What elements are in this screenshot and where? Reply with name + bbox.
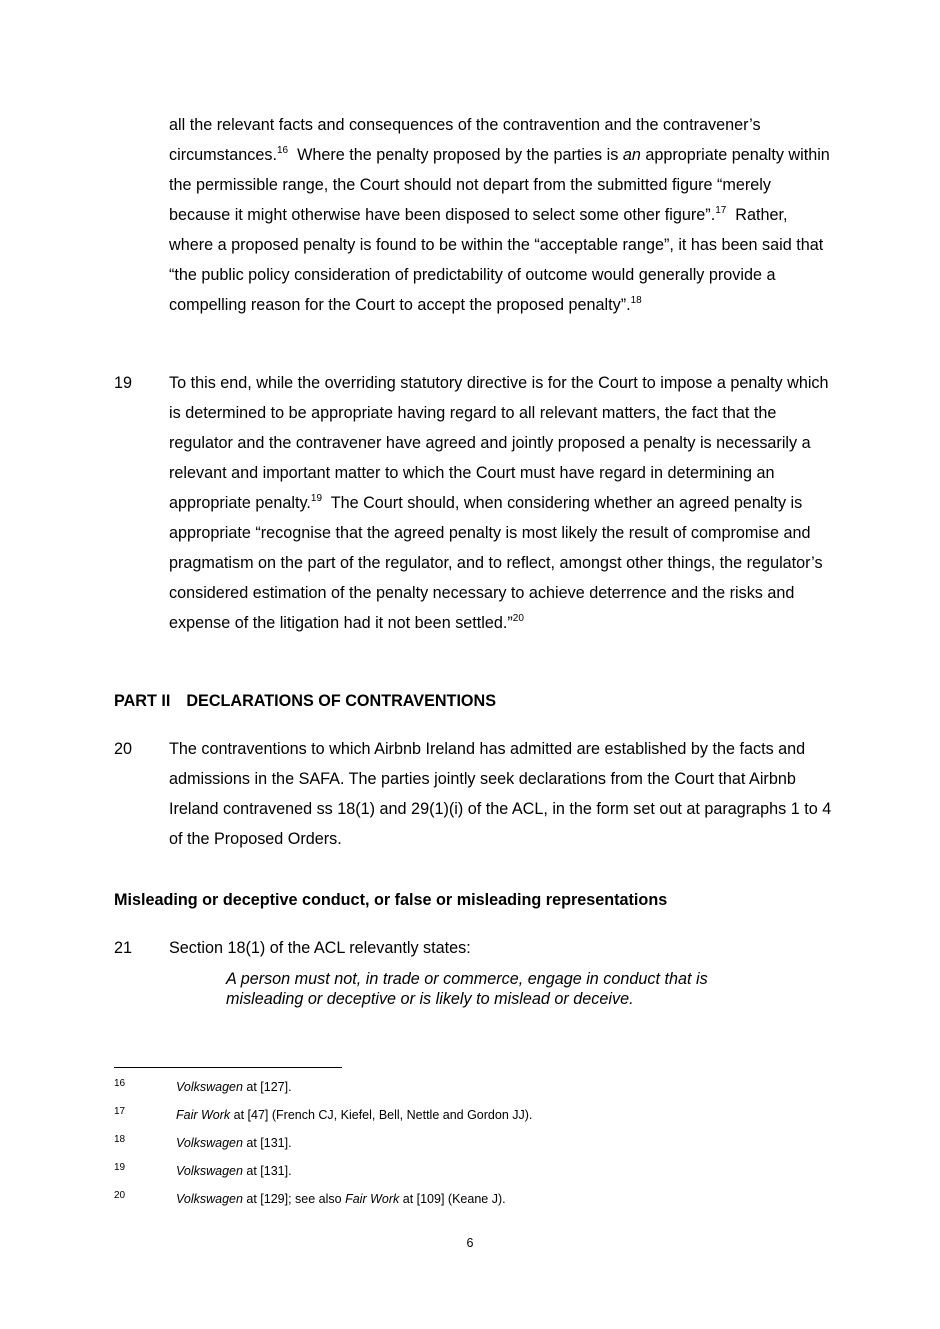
text-run: at [131].: [242, 1164, 292, 1178]
text-run: The Court should, when considering whether an agreed penalty is appropriate “recognise that the agreed penalty is most likely the result of compromise and pragmatism on the part of the regulator, and to reflect, amongst other things, the regulator’s considered estimation of the penalty necessary to achieve deterrence and the risks and expense of the litigation had it not been settled.”: [169, 494, 828, 632]
text-run: To this end, while the overriding statutory directive is for the Court to impose a penalty which is determined to be appropriate having regard to all relevant matters, the fact that the regulator and the contravener have agreed and jointly proposed a penalty is necessarily a relevant and important matter to which the Court must have regard in determining an appropriate penalty.: [169, 374, 829, 512]
case-name: Volkswagen: [176, 1080, 243, 1094]
footnote-text: [176, 1079, 292, 1095]
page-number: 6: [466, 1236, 474, 1250]
text-run: Where the penalty proposed by the parties is: [288, 146, 623, 164]
footnote-text: [176, 1107, 532, 1123]
footnote-ref: 16: [276, 145, 289, 156]
part-heading: [114, 686, 496, 716]
case-name: Volkswagen: [176, 1164, 243, 1178]
footnote-text: [176, 1191, 506, 1207]
footnote-number: 18: [114, 1134, 126, 1145]
statutory-quote: A person must not, in trade or commerce, engage in conduct that is misleading or deceptive or is likely to mislead or deceive.: [226, 970, 708, 1008]
footnote-ref: 20: [512, 613, 524, 624]
footnote-number: 19: [114, 1162, 126, 1173]
part-label: PART II: [114, 692, 171, 710]
text-run: at [129]; see also: [242, 1192, 346, 1206]
case-name: Volkswagen: [176, 1136, 243, 1150]
section-subheading: Misleading or deceptive conduct, or false or misleading representations: [114, 891, 668, 909]
footnote-separator: [114, 1067, 342, 1068]
text-run: at [127].: [242, 1080, 292, 1094]
footnote-number: 17: [114, 1106, 126, 1117]
footnote-text: [176, 1163, 292, 1179]
case-name: Fair Work: [345, 1192, 400, 1206]
footnote-ref: 18: [630, 295, 642, 306]
text-run: appropriate penalty within the permissible range, the Court should not depart from the submitted figure “merely because it might otherwise have been disposed to select some other figure”.: [169, 146, 830, 224]
paragraph-number: 20: [114, 740, 133, 758]
case-name: Volkswagen: [176, 1192, 243, 1206]
paragraph-number: 19: [114, 374, 133, 392]
footnote-ref: 17: [715, 205, 727, 216]
footnote-ref: 19: [310, 493, 323, 504]
footnote-number: 16: [114, 1078, 126, 1089]
paragraph-number: 21: [114, 939, 133, 957]
footnote-number: 20: [114, 1190, 126, 1201]
paragraph-20: The contraventions to which Airbnb Ireland has admitted are established by the facts and admissions in the SAFA. The parties jointly seek declarations from the Court that Airbnb Ireland contravened ss 18(1) and 29(1)(i) of the ACL, in the form set out at paragraphs 1 to 4 of the Proposed Orders.: [169, 740, 832, 848]
text-run: at [109] (Keane J).: [399, 1192, 506, 1206]
footnote-text: [176, 1135, 292, 1151]
case-name: Fair Work: [176, 1108, 231, 1122]
text-run: all the relevant facts and consequences of the contravention and the contravener’s circumstances.: [169, 116, 761, 164]
text-run: at [47] (French CJ, Kiefel, Bell, Nettle and Gordon JJ).: [230, 1108, 533, 1122]
emphasis-text: an: [622, 146, 641, 164]
text-run: at [131].: [242, 1136, 292, 1150]
paragraph-21: Section 18(1) of the ACL relevantly states:: [169, 939, 471, 957]
part-title: DECLARATIONS OF CONTRAVENTIONS: [186, 692, 497, 710]
continuation-paragraph: [169, 110, 834, 320]
text-run: Rather, where a proposed penalty is found to be within the “acceptable range”, it has been said that “the public policy consideration of predictability of outcome would generally provide a compelling reason for the Court to accept the proposed penalty”.: [169, 206, 828, 314]
paragraph-19: [169, 368, 834, 638]
